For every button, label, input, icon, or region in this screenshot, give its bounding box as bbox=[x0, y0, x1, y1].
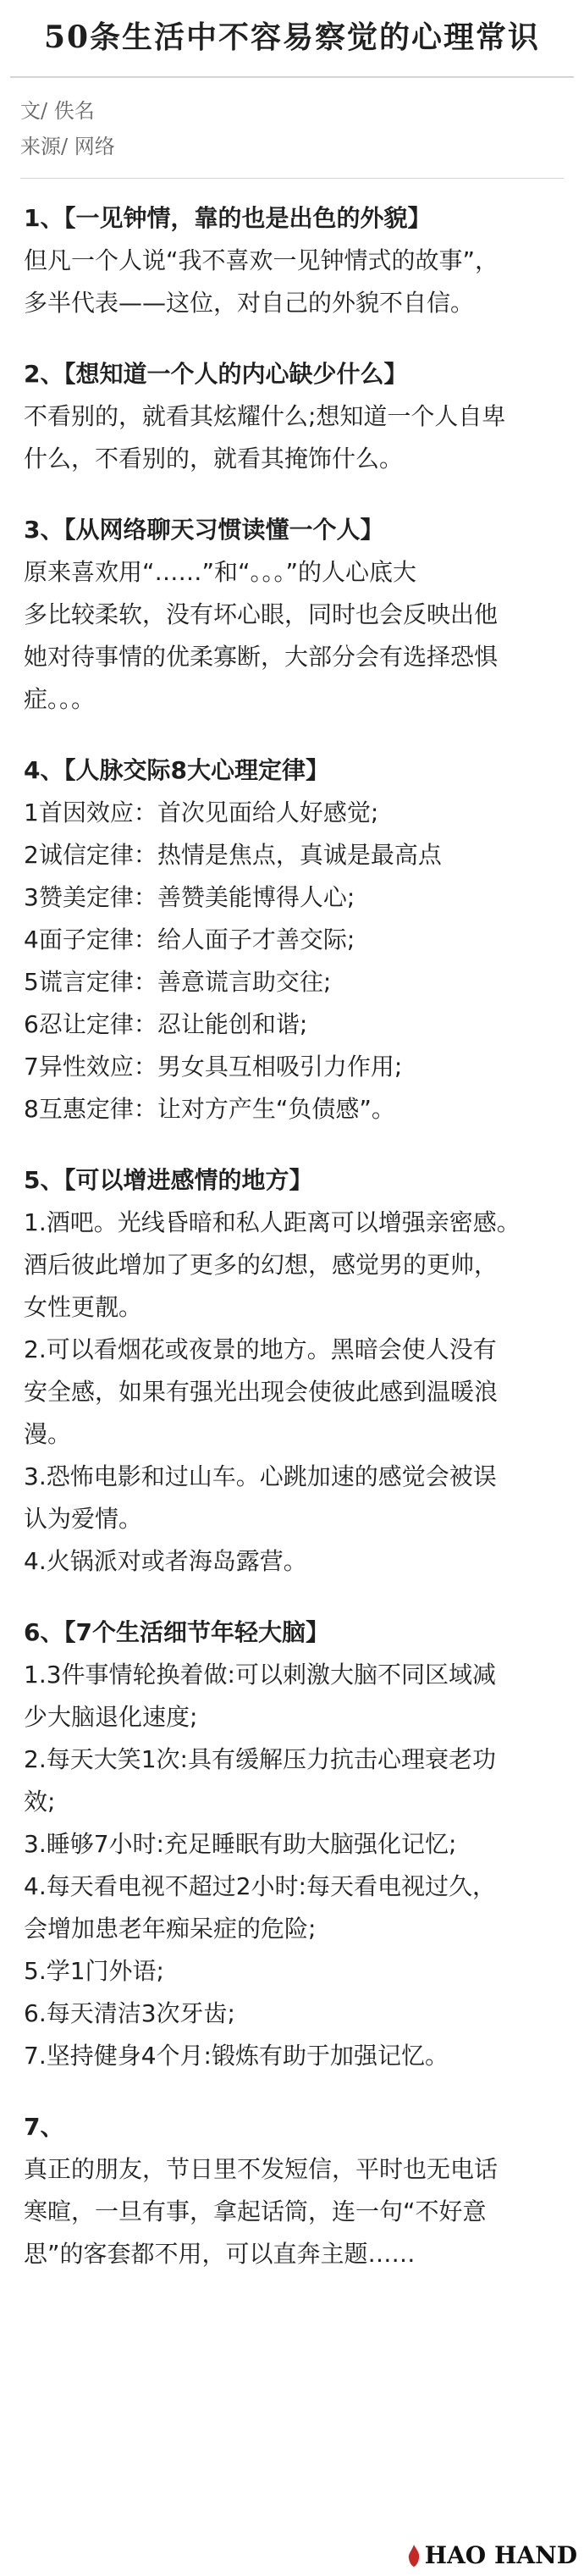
section-1 bbox=[24, 197, 560, 324]
body-line: 2.可以看烟花或夜景的地方。黑暗会使人没有 bbox=[24, 1335, 497, 1363]
body-line: 酒后彼此增加了更多的幻想，感觉男的更帅， bbox=[24, 1251, 499, 1279]
body-line: 多半代表——这位，对自己的外貌不自信。 bbox=[24, 289, 475, 317]
body-line: 1.酒吧。光线昏暗和私人距离可以增强亲密感。 bbox=[24, 1208, 521, 1236]
body-line: 思”的客套都不用，可以直奔主题…… bbox=[24, 2240, 416, 2268]
body-line: 安全感，如果有强光出现会使彼此感到温暖浪 bbox=[24, 1378, 499, 1406]
flame-icon bbox=[406, 2544, 421, 2568]
watermark-text: HAO HAND bbox=[424, 2541, 577, 2569]
section-4 bbox=[24, 749, 560, 1130]
body-line: 8互惠定律：让对方产生“负债感”。 bbox=[24, 1095, 395, 1123]
body-line: 什么，不看别的，就看其掩饰什么。 bbox=[24, 445, 404, 473]
section-heading: 6、【7个生活细节年轻大脑】 bbox=[24, 1618, 329, 1646]
body-line: 4面子定律：给人面子才善交际; bbox=[24, 926, 355, 954]
source-line: 来源/ 网络 bbox=[20, 135, 115, 158]
article-body bbox=[0, 179, 584, 2275]
body-line: 寒暄，一旦有事，拿起话筒，连一句“不好意 bbox=[24, 2197, 487, 2225]
body-line: 7.坚持健身4个月:锻炼有助于加强记忆。 bbox=[24, 2042, 449, 2070]
body-line: 原来喜欢用“……”和“。。。”的人心底大 bbox=[24, 558, 417, 586]
body-line: 少大脑退化速度; bbox=[24, 1703, 198, 1731]
body-line: 不看别的，就看其炫耀什么;想知道一个人自卑 bbox=[24, 402, 506, 430]
body-line: 漫。 bbox=[24, 1420, 72, 1448]
section-heading: 2、【想知道一个人的内心缺少什么】 bbox=[24, 360, 408, 388]
body-line: 3.恐怖电影和过山车。心跳加速的感觉会被误 bbox=[24, 1462, 497, 1490]
body-line: 3.睡够7小时:充足睡眠有助大脑强化记忆; bbox=[24, 1830, 457, 1858]
body-line: 多比较柔软，没有坏心眼，同时也会反映出他 bbox=[24, 600, 499, 628]
body-line: 2诚信定律：热情是焦点，真诚是最高点 bbox=[24, 841, 442, 869]
body-line: 真正的朋友，节日里不发短信，平时也无电话 bbox=[24, 2155, 499, 2183]
body-line: 7异性效应：男女具互相吸引力作用; bbox=[24, 1053, 403, 1081]
body-line: 5谎言定律：善意谎言助交往; bbox=[24, 968, 332, 996]
body-line: 4.火锅派对或者海岛露营。 bbox=[24, 1547, 307, 1575]
section-7 bbox=[24, 2106, 560, 2275]
section-heading: 7、 bbox=[24, 2113, 64, 2141]
section-heading: 3、【从网络聊天习惯读懂一个人】 bbox=[24, 516, 384, 544]
body-line: 效; bbox=[24, 1788, 56, 1816]
body-line: 但凡一个人说“我不喜欢一见钟情式的故事”， bbox=[24, 246, 499, 274]
body-line: 2.每天大笑1次:具有缓解压力抗击心理衰老功 bbox=[24, 1745, 496, 1773]
section-heading: 1、【一见钟情，靠的也是出色的外貌】 bbox=[24, 204, 432, 232]
section-heading: 4、【人脉交际8大心理定律】 bbox=[24, 756, 329, 784]
body-line: 4.每天看电视不超过2小时:每天看电视过久， bbox=[24, 1872, 496, 1900]
body-line: 6忍让定律：忍让能创和谐; bbox=[24, 1010, 308, 1038]
body-line: 她对待事情的优柔寡断，大部分会有选择恐惧 bbox=[24, 643, 499, 671]
body-line: 5.学1门外语; bbox=[24, 1957, 164, 1985]
watermark bbox=[406, 2541, 577, 2569]
body-line: 认为爱情。 bbox=[24, 1505, 143, 1533]
body-line: 3赞美定律：善赞美能博得人心; bbox=[24, 883, 355, 911]
section-heading: 5、【可以增进感情的地方】 bbox=[24, 1166, 313, 1194]
page-title: 50条生活中不容易察觉的心理常识 bbox=[10, 0, 574, 78]
body-line: 1首因效应：首次见面给人好感觉; bbox=[24, 799, 379, 826]
section-5 bbox=[24, 1159, 560, 1583]
author-line: 文/ 佚名 bbox=[20, 99, 95, 123]
section-6 bbox=[24, 1611, 560, 2077]
body-line: 1.3件事情轮换着做:可以刺激大脑不同区域减 bbox=[24, 1661, 496, 1689]
body-line: 女性更靓。 bbox=[24, 1293, 143, 1321]
section-2 bbox=[24, 353, 560, 480]
body-line: 会增加患老年痴呆症的危险; bbox=[24, 1915, 317, 1943]
body-line: 6.每天清洁3次牙齿; bbox=[24, 1999, 235, 2027]
body-line: 症。。。 bbox=[24, 685, 96, 713]
article-meta bbox=[0, 78, 584, 164]
section-3 bbox=[24, 509, 560, 721]
